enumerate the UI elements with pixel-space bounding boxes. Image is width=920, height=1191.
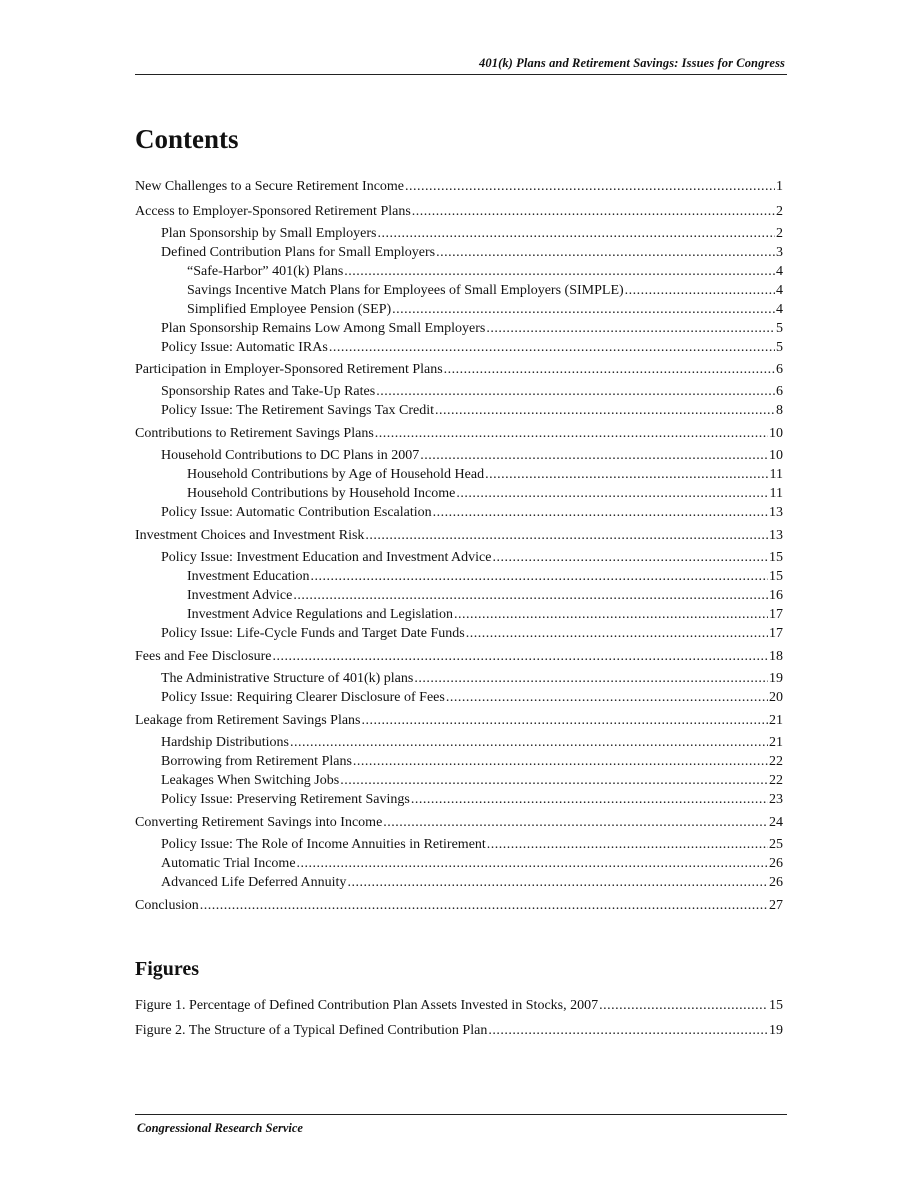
toc-entry[interactable]: Savings Incentive Match Plans for Employees of Small Employers (SIMPLE) ..... 4: [135, 282, 783, 300]
toc-entry[interactable]: Policy Issue: Life-Cycle Funds and Target Date Funds ..... 17: [135, 625, 783, 643]
toc-entry[interactable]: Leakage from Retirement Savings Plans ..... 21: [135, 712, 783, 730]
toc-entry[interactable]: Conclusion ..... 27: [135, 897, 783, 915]
toc-entry[interactable]: Household Contributions to DC Plans in 2007 ..... 10: [135, 447, 783, 465]
toc-entry[interactable]: Household Contributions by Age of Household Head ..... 11: [135, 466, 783, 484]
toc-entry[interactable]: Contributions to Retirement Savings Plans ..... 10: [135, 425, 783, 443]
toc-entry[interactable]: New Challenges to a Secure Retirement Income ..... 1: [135, 178, 783, 196]
toc-entry[interactable]: Plan Sponsorship by Small Employers ..... 2: [135, 225, 783, 243]
toc-entry[interactable]: “Safe-Harbor” 401(k) Plans ..... 4: [135, 263, 783, 281]
toc-entry[interactable]: Fees and Fee Disclosure ..... 18: [135, 648, 783, 666]
toc-entry[interactable]: Policy Issue: Preserving Retirement Savings ..... 23: [135, 791, 783, 809]
toc-entry[interactable]: Investment Advice ..... 16: [135, 587, 783, 605]
toc-entry[interactable]: Plan Sponsorship Remains Low Among Small Employers ..... 5: [135, 320, 783, 338]
toc-entry[interactable]: Policy Issue: Automatic IRAs ..... 5: [135, 339, 783, 357]
page-footer: [135, 1114, 787, 1135]
toc-entry[interactable]: Participation in Employer-Sponsored Retirement Plans ..... 6: [135, 361, 783, 379]
toc-entry[interactable]: Investment Choices and Investment Risk ..... 13: [135, 527, 783, 545]
toc-entry[interactable]: The Administrative Structure of 401(k) plans ..... 19: [135, 670, 783, 688]
running-header: [135, 56, 787, 75]
toc-entry[interactable]: Sponsorship Rates and Take-Up Rates ..... 6: [135, 383, 783, 401]
toc-entry[interactable]: Policy Issue: Requiring Clearer Disclosure of Fees ..... 20: [135, 689, 783, 707]
figure-entry[interactable]: Figure 2. The Structure of a Typical Defined Contribution Plan ..... 19: [135, 1022, 783, 1040]
toc-entry[interactable]: Access to Employer-Sponsored Retirement Plans ..... 2: [135, 203, 783, 221]
footer-text: Congressional Research Service: [137, 1121, 303, 1135]
toc-entry[interactable]: Hardship Distributions ..... 21: [135, 734, 783, 752]
figure-entry[interactable]: Figure 1. Percentage of Defined Contribution Plan Assets Invested in Stocks, 2007 ..... 15: [135, 997, 783, 1015]
toc-entry[interactable]: Borrowing from Retirement Plans ..... 22: [135, 753, 783, 771]
toc-entry[interactable]: Investment Advice Regulations and Legislation ..... 17: [135, 606, 783, 624]
toc-entry[interactable]: Household Contributions by Household Income ..... 11: [135, 485, 783, 503]
toc-entry[interactable]: Policy Issue: The Role of Income Annuities in Retirement ..... 25: [135, 836, 783, 854]
toc-entry[interactable]: Policy Issue: The Retirement Savings Tax Credit ..... 8: [135, 402, 783, 420]
toc-entry[interactable]: Policy Issue: Investment Education and Investment Advice ..... 15: [135, 549, 783, 567]
toc-entry[interactable]: Converting Retirement Savings into Income ..... 24: [135, 814, 783, 832]
toc-entry[interactable]: Advanced Life Deferred Annuity ..... 26: [135, 874, 783, 892]
toc-entry[interactable]: Automatic Trial Income ..... 26: [135, 855, 783, 873]
toc-entry[interactable]: Simplified Employee Pension (SEP) ..... 4: [135, 301, 783, 319]
running-title: 401(k) Plans and Retirement Savings: Issues for Congress: [479, 56, 785, 70]
toc-entry[interactable]: Policy Issue: Automatic Contribution Escalation ..... 13: [135, 504, 783, 522]
contents-heading: Contents: [135, 124, 239, 154]
toc-entry[interactable]: Leakages When Switching Jobs ..... 22: [135, 772, 783, 790]
toc-entry[interactable]: Defined Contribution Plans for Small Employers ..... 3: [135, 244, 783, 262]
figures-heading: Figures: [135, 958, 200, 980]
toc-entry[interactable]: Investment Education ..... 15: [135, 568, 783, 586]
